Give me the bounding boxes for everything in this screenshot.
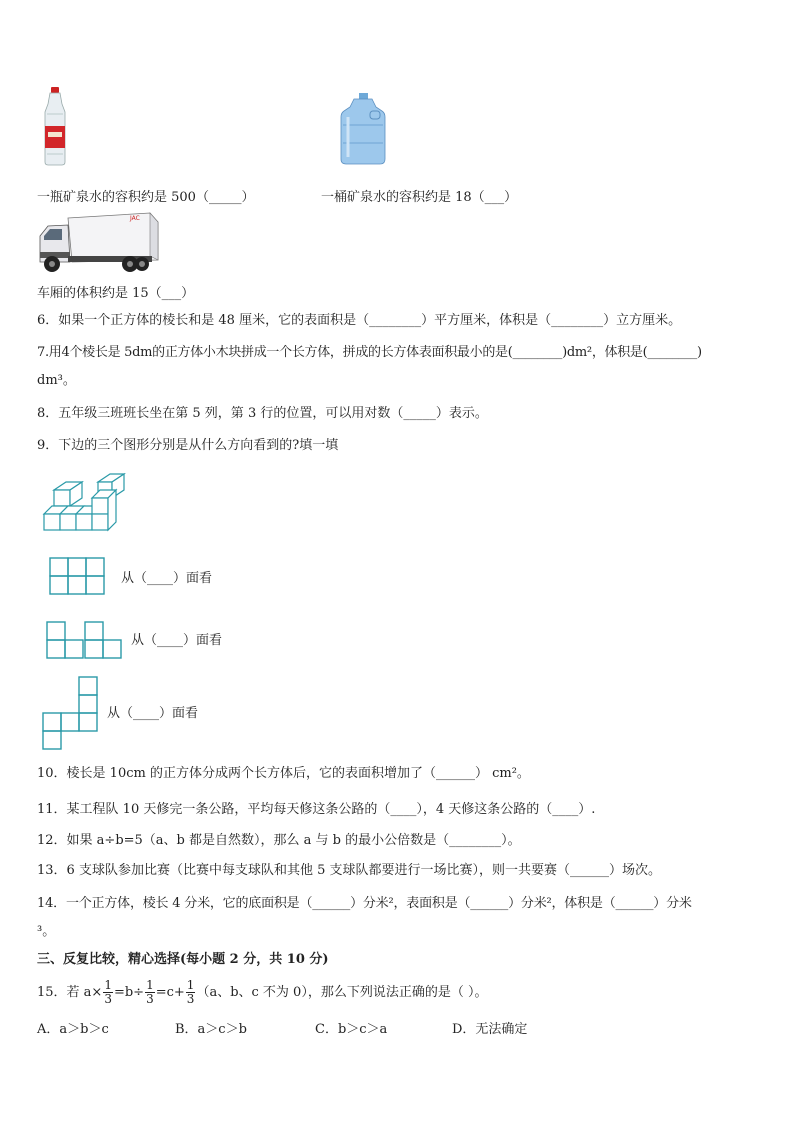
front-view-figure [49,557,107,595]
question-8: 8．五年级三班班长坐在第 5 列，第 3 行的位置，可以用对数（_____）表示。 [37,406,488,421]
option-d[interactable]: D．无法确定 [452,1022,528,1037]
top-view-figure [42,676,102,750]
view-3-caption: 从（____）面看 [107,706,199,721]
view-2-caption: 从（____）面看 [131,633,223,648]
bottle-caption: 一瓶矿泉水的容积约是 500（_____） [37,190,255,205]
option-a[interactable]: A．a＞b＞c [37,1022,109,1037]
option-b[interactable]: B．a＞c＞b [175,1022,247,1037]
question-9: 9．下边的三个图形分别是从什么方向看到的?填一填 [37,438,339,453]
question-14-continued: ³。 [37,924,56,939]
truck-caption: 车厢的体积约是 15（___） [37,286,195,301]
truck-icon [38,212,160,274]
water-jug-icon [340,93,386,165]
question-7: 7.用4个棱长是 5dm的正方体小木块拼成一个长方体，拼成的长方体表面积最小的是(________)dm²，体积是(________) [37,345,702,360]
question-12: 12．如果 a÷b=5（a、b 都是自然数），那么 a 与 b 的最小公倍数是（________）。 [37,833,521,848]
fraction-one-third: $\frac{1}{3}$ [104,978,112,1006]
question-6: 6．如果一个正方体的棱长和是 48 厘米，它的表面积是（________）平方厘米，体积是（________）立方厘米。 [37,313,682,328]
view-1-caption: 从（____）面看 [121,571,213,586]
question-14: 14．一个正方体，棱长 4 分米，它的底面积是（______）分米²，表面积是（______）分米²，体积是（______）分米 [37,896,692,911]
question-13: 13．6 支球队参加比赛（比赛中每支球队和其他 5 支球队都要进行一场比赛），则一共要赛（______）场次。 [37,863,661,878]
question-7-continued: dm³。 [37,373,76,388]
question-10: 10．棱长是 10cm 的正方体分成两个长方体后，它的表面积增加了（______） cm²。 [37,766,530,781]
side-view-figure [46,621,126,659]
option-c[interactable]: C．b＞c＞a [315,1022,388,1037]
question-11: 11．某工程队 10 天修完一条公路，平均每天修这条公路的（____），4 天修这条公路的（____）. [37,802,596,817]
cube-arrangement-figure [42,474,126,532]
question-15 [37,978,487,1008]
svg-text:JAC: JAC [130,215,140,222]
fraction-one-third: $\frac{1}{3}$ [146,978,154,1006]
q15-suffix: （a、b、c 不为 0），那么下列说法正确的是（ ）。 [196,985,488,1000]
fraction-one-third: $\frac{1}{3}$ [186,978,195,1006]
q15-mid-2: =c+ [155,985,185,1000]
section-3-title: 三、反复比较，精心选择(每小题 2 分，共 10 分) [37,952,329,967]
q15-mid-1: =b÷ [113,985,145,1000]
jug-caption: 一桶矿泉水的容积约是 18（___） [321,190,518,205]
water-bottle-icon [40,86,70,166]
q15-prefix: 15．若 a× [37,985,103,1000]
